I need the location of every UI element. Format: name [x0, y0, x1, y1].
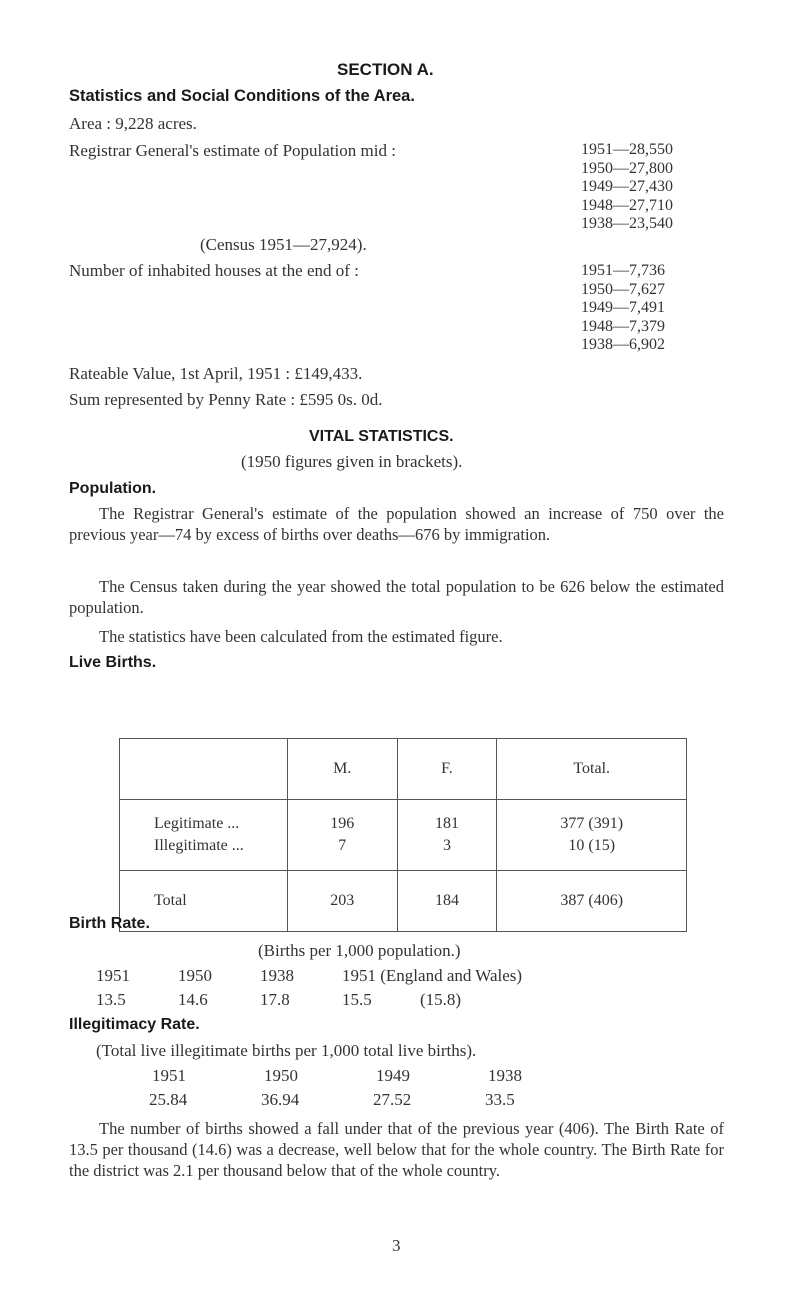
closing-paragraph: The number of births showed a fall under that of the previous year (406). The Birth Rate of 13.5 per thousand (14.6) was a decrease, well below that for the whole country. The Birth Rate for the district was 2.1 per thousand below that of the whole country. — [69, 1119, 724, 1180]
rateable-value: Rateable Value, 1st April, 1951 : £149,433. — [69, 364, 363, 383]
population-paragraph-3: The statistics have been calculated from the estimated figure. — [99, 627, 503, 646]
birth-rate-value: 15.5 — [342, 990, 372, 1009]
cell-m: 196 — [287, 813, 397, 835]
population-estimate: 1948—27,710 — [581, 196, 673, 214]
vital-statistics-subtitle: (1950 figures given in brackets). — [241, 452, 463, 471]
live-births-heading: Live Births. — [69, 654, 157, 671]
cell-total: 387 (406) — [497, 871, 687, 932]
birth-rate-value: 13.5 — [96, 990, 126, 1009]
population-estimate: 1950—27,800 — [581, 159, 673, 177]
population-estimates-list — [581, 141, 673, 234]
birth-rate-subtitle: (Births per 1,000 population.) — [258, 941, 461, 960]
birth-rate-year: 1938 — [260, 966, 294, 985]
houses-count: 1948—7,379 — [581, 317, 665, 335]
houses-label: Number of inhabited houses at the end of : — [69, 261, 359, 280]
registrar-label: Registrar General's estimate of Population mid : — [69, 141, 396, 160]
population-paragraph-1: The Registrar General's estimate of the population showed an increase of 750 over the previous year—74 by excess of births over deaths—676 by immigration. — [69, 504, 724, 544]
penny-rate: Sum represented by Penny Rate : £595 0s. 0d. — [69, 390, 383, 409]
birth-rate-year: 1951 (England and Wales) — [342, 966, 523, 985]
birth-rate-years — [96, 966, 522, 986]
birth-rate-heading: Birth Rate. — [69, 915, 150, 932]
birth-rate-year: 1950 — [178, 966, 212, 985]
cell-total: 10 (15) — [497, 835, 687, 857]
table-row — [120, 835, 687, 857]
illegitimacy-subtitle: (Total live illegitimate births per 1,000 total live births). — [96, 1041, 477, 1060]
row-label: Total — [120, 871, 288, 932]
live-births-table — [119, 738, 687, 932]
row-label: Illegitimate ... — [120, 835, 288, 857]
population-estimate: 1938—23,540 — [581, 215, 673, 232]
birth-rate-year: 1951 — [96, 966, 130, 985]
birth-rate-value: 14.6 — [178, 990, 208, 1009]
houses-count: 1949—7,491 — [581, 299, 665, 316]
houses-count: 1951—7,736 — [581, 262, 665, 279]
cell-f: 184 — [397, 871, 497, 932]
illegitimacy-value: 25.84 — [149, 1090, 188, 1109]
illegitimacy-value: 33.5 — [485, 1090, 515, 1109]
illegitimacy-year: 1949 — [376, 1066, 410, 1085]
birth-rate-value: (15.8) — [420, 990, 462, 1009]
cell-total: 377 (391) — [497, 813, 687, 835]
cell-f: 3 — [397, 835, 497, 857]
table-header-row — [120, 739, 687, 800]
houses-list — [581, 262, 665, 355]
houses-count: 1950—7,627 — [581, 280, 665, 298]
table-total-row — [120, 871, 687, 932]
census-line: (Census 1951—27,924). — [200, 235, 367, 254]
illegitimacy-year: 1938 — [488, 1066, 522, 1085]
page-heading: Statistics and Social Conditions of the Area. — [69, 87, 415, 105]
table-header-cell: F. — [397, 739, 497, 800]
section-title: SECTION A. — [337, 60, 434, 79]
illegitimacy-value: 36.94 — [261, 1090, 300, 1109]
row-label: Legitimate ... — [120, 813, 288, 835]
illegitimacy-heading: Illegitimacy Rate. — [69, 1016, 200, 1033]
birth-rate-value: 17.8 — [260, 990, 290, 1009]
illegitimacy-year: 1951 — [152, 1066, 186, 1085]
houses-count: 1938—6,902 — [581, 336, 665, 353]
table-row — [120, 813, 687, 835]
birth-rate-values — [96, 990, 461, 1010]
illegitimacy-year: 1950 — [264, 1066, 298, 1085]
illegitimacy-values — [149, 1090, 515, 1110]
vital-statistics-title: VITAL STATISTICS. — [309, 428, 454, 445]
table-header-cell: Total. — [497, 739, 687, 800]
illegitimacy-value: 27.52 — [373, 1090, 412, 1109]
cell-m: 7 — [287, 835, 397, 857]
page-number: 3 — [392, 1236, 401, 1255]
table-header-cell — [120, 739, 288, 800]
table-header-cell: M. — [287, 739, 397, 800]
population-heading: Population. — [69, 480, 157, 497]
population-paragraph-2: The Census taken during the year showed the total population to be 626 below the estimated population. — [69, 577, 724, 617]
illegitimacy-years — [152, 1066, 522, 1086]
population-estimate: 1951—28,550 — [581, 141, 673, 158]
cell-m: 203 — [287, 871, 397, 932]
population-estimate: 1949—27,430 — [581, 178, 673, 195]
cell-f: 181 — [397, 813, 497, 835]
area-line: Area : 9,228 acres. — [69, 114, 197, 133]
